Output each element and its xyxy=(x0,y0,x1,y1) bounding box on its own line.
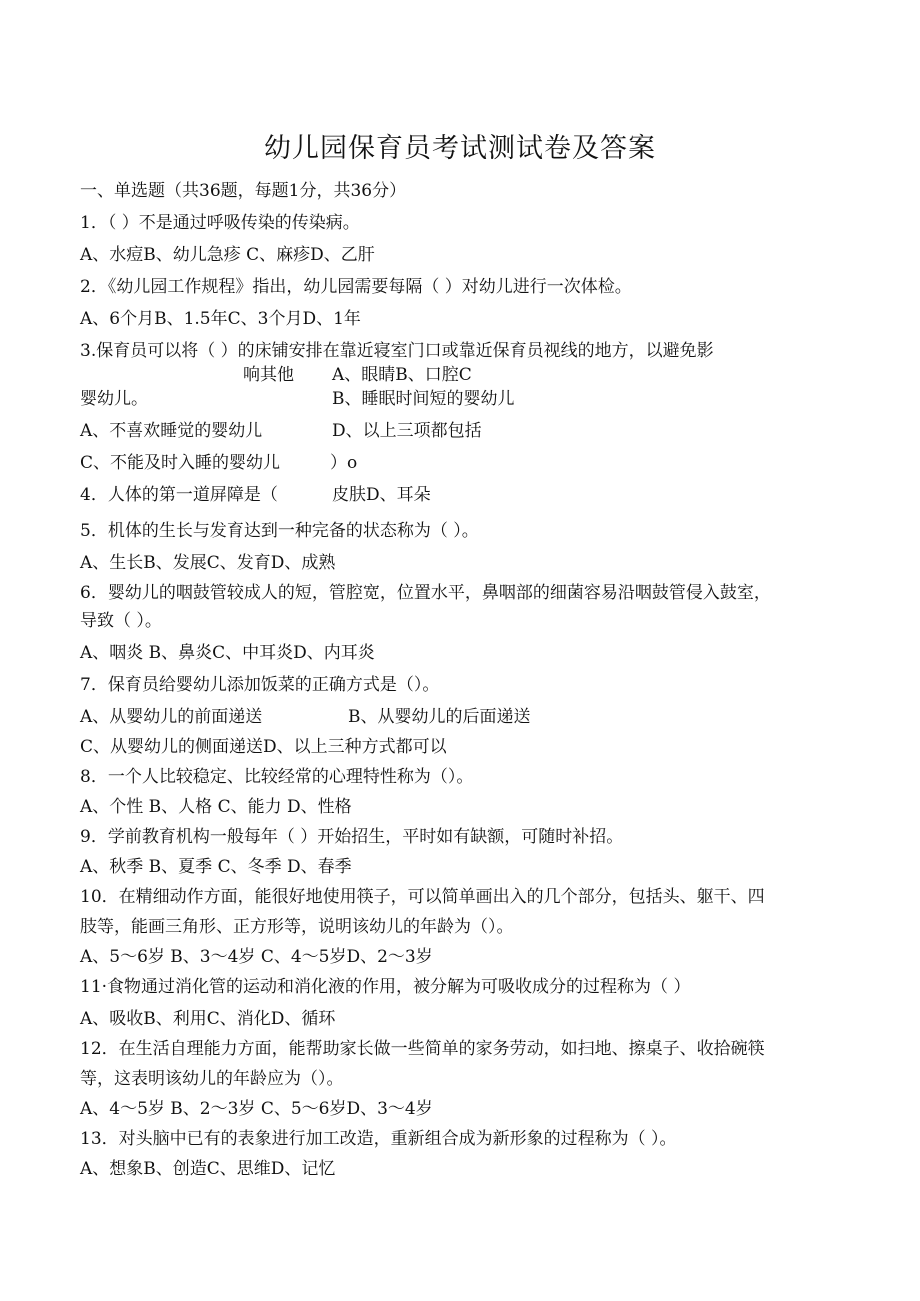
question-11-options: A、吸收B、利用C、消化D、循环 xyxy=(80,1009,336,1029)
question-12-options: A、4～5岁 B、2～3岁 C、5～6岁D、3～4岁 xyxy=(80,1099,433,1119)
section-heading: 一、单选题（共36题，每题1分，共36分） xyxy=(80,181,407,201)
question-3-end: 婴幼儿。 xyxy=(80,389,148,409)
question-13-options: A、想象B、创造C、思维D、记忆 xyxy=(80,1159,336,1179)
question-4: 4．人体的第一道屏障是（ xyxy=(80,485,278,505)
question-6-options: A、咽炎 B、鼻炎C、中耳炎D、内耳炎 xyxy=(80,643,375,663)
question-12-continued: 等，这表明该幼儿的年龄应为（）。 xyxy=(80,1069,344,1089)
question-3-continued: 响其他 xyxy=(243,365,294,385)
question-7-option-b: B、从婴幼儿的后面递送 xyxy=(348,707,531,727)
question-7-options-cd: C、从婴幼儿的侧面递送D、以上三种方式都可以 xyxy=(80,737,447,757)
question-3-option-b: B、睡眠时间短的婴幼儿 xyxy=(332,389,515,409)
question-2-options: A、6个月B、1.5年C、3个月D、1年 xyxy=(80,309,361,329)
question-3-option-c: C、不能及时入睡的婴幼儿 xyxy=(80,453,281,473)
question-3-option-a: A、不喜欢睡觉的婴幼儿 xyxy=(80,421,263,441)
question-2: 2．《幼儿园工作规程》指出，幼儿园需要每隔（ ）对幼儿进行一次体检。 xyxy=(80,277,632,297)
question-13: 13．对头脑中已有的表象进行加工改造，重新组合成为新形象的过程称为（ ）。 xyxy=(80,1129,677,1149)
question-7: 7．保育员给婴幼儿添加饭菜的正确方式是（）。 xyxy=(80,675,440,695)
question-10-options: A、5～6岁 B、3～4岁 C、4～5岁D、2～3岁 xyxy=(80,947,433,967)
question-7-option-a: A、从婴幼儿的前面递送 xyxy=(80,707,263,727)
question-5-options: A、生长B、发展C、发育D、成熟 xyxy=(80,553,336,573)
question-8-options: A、个性 B、人格 C、能力 D、性格 xyxy=(80,797,352,817)
page-title: 幼儿园保育员考试测试卷及答案 xyxy=(264,133,656,164)
question-10: 10．在精细动作方面，能很好地使用筷子，可以简单画出入的几个部分，包括头、躯干、四 xyxy=(80,887,765,907)
question-6-continued: 导致（ ）。 xyxy=(80,611,162,631)
question-11: 11·食物通过消化管的运动和消化液的作用，被分解为可吸收成分的过程称为（ ） xyxy=(80,977,691,997)
question-3: 3.保育员可以将（ ）的床铺安排在靠近寝室门口或靠近保育员视线的地方，以避免影 xyxy=(80,341,714,361)
question-3-fragment: ）o xyxy=(330,453,358,473)
question-1-options: A、水痘B、幼儿急疹 C、麻疹D、乙肝 xyxy=(80,245,375,265)
question-1: 1．（ ）不是通过呼吸传染的传染病。 xyxy=(80,213,360,233)
question-3-option-fragment: A、眼睛B、口腔C xyxy=(332,365,472,385)
question-10-continued: 肢等，能画三角形、正方形等，说明该幼儿的年龄为（）。 xyxy=(80,917,514,937)
question-12: 12．在生活自理能力方面，能帮助家长做一些简单的家务劳动，如扫地、擦桌子、收拾碗筷 xyxy=(80,1039,765,1059)
question-8: 8．一个人比较稳定、比较经常的心理特性称为（）。 xyxy=(80,767,474,787)
question-4-options: 皮肤D、耳朵 xyxy=(332,485,431,505)
question-3-option-d: D、以上三项都包括 xyxy=(332,421,482,441)
question-5: 5．机体的生长与发育达到一种完备的状态称为（ ）。 xyxy=(80,521,479,541)
question-6: 6．婴幼儿的咽鼓管较成人的短，管腔宽，位置水平，鼻咽部的细菌容易沿咽鼓管侵入鼓室， xyxy=(80,583,771,603)
question-9: 9．学前教育机构一般每年（ ）开始招生，平时如有缺额，可随时补招。 xyxy=(80,827,624,847)
question-9-options: A、秋季 B、夏季 C、冬季 D、春季 xyxy=(80,857,352,877)
